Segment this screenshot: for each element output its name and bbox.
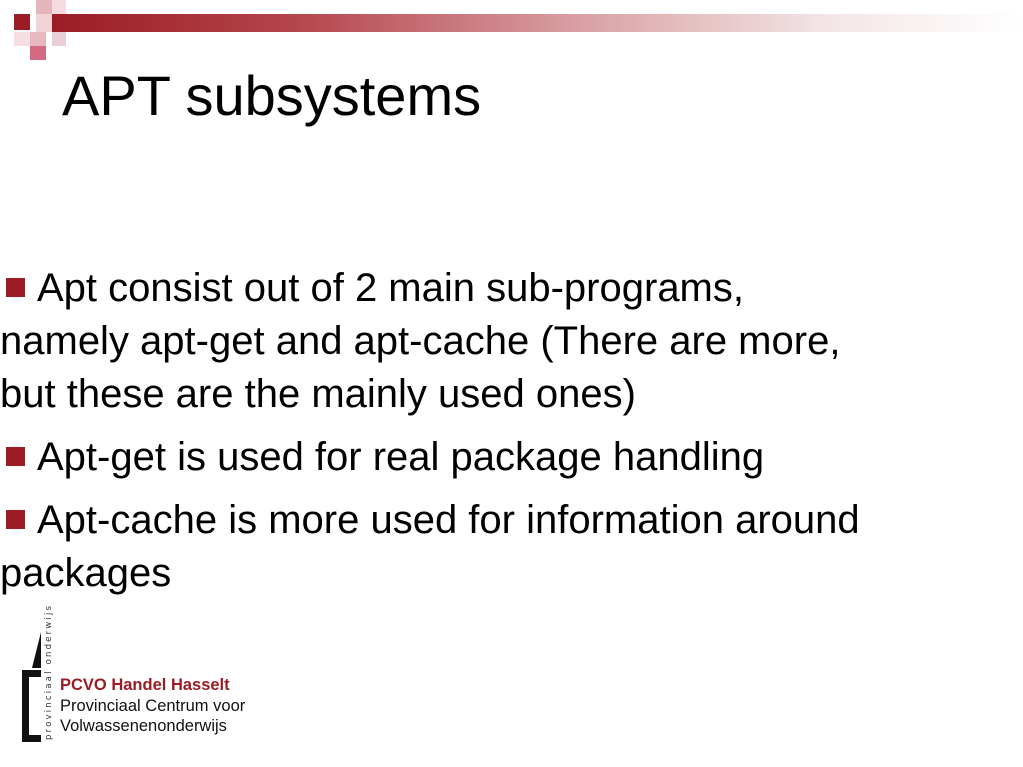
decor-square	[52, 0, 66, 14]
bullet-list	[0, 262, 880, 610]
square-bullet-icon	[6, 510, 25, 529]
logo-name: PCVO Handel Hasselt	[60, 676, 230, 694]
decor-square	[30, 46, 46, 60]
decor-square	[36, 0, 52, 14]
bullet-item	[0, 494, 880, 600]
decor-square	[14, 14, 30, 30]
logo-bracket-icon	[20, 630, 60, 745]
decor-square	[30, 32, 46, 46]
decor-square	[52, 32, 66, 46]
slide-title: APT subsystems	[62, 64, 482, 127]
header-gradient-bar	[52, 14, 1023, 32]
bullet-text: Apt consist out of 2 main sub-programs, namely apt-get and apt-cache (There are more, but these are the mainly used ones)	[0, 266, 841, 416]
bullet-item	[0, 431, 880, 484]
pcvo-logo	[20, 603, 280, 745]
square-bullet-icon	[6, 447, 25, 466]
bullet-item	[0, 262, 880, 421]
logo-subtitle-line-1: Provinciaal Centrum voor	[60, 697, 246, 715]
square-bullet-icon	[6, 278, 25, 297]
decor-square	[14, 32, 30, 46]
decor-square	[36, 14, 52, 32]
logo-subtitle-line-2: Volwassenenonderwijs	[60, 717, 227, 735]
bullet-text: Apt-get is used for real package handling	[37, 435, 765, 479]
logo-vertical-text: provinciaal onderwijs	[44, 603, 54, 740]
bullet-text: Apt-cache is more used for information around packages	[0, 498, 860, 595]
